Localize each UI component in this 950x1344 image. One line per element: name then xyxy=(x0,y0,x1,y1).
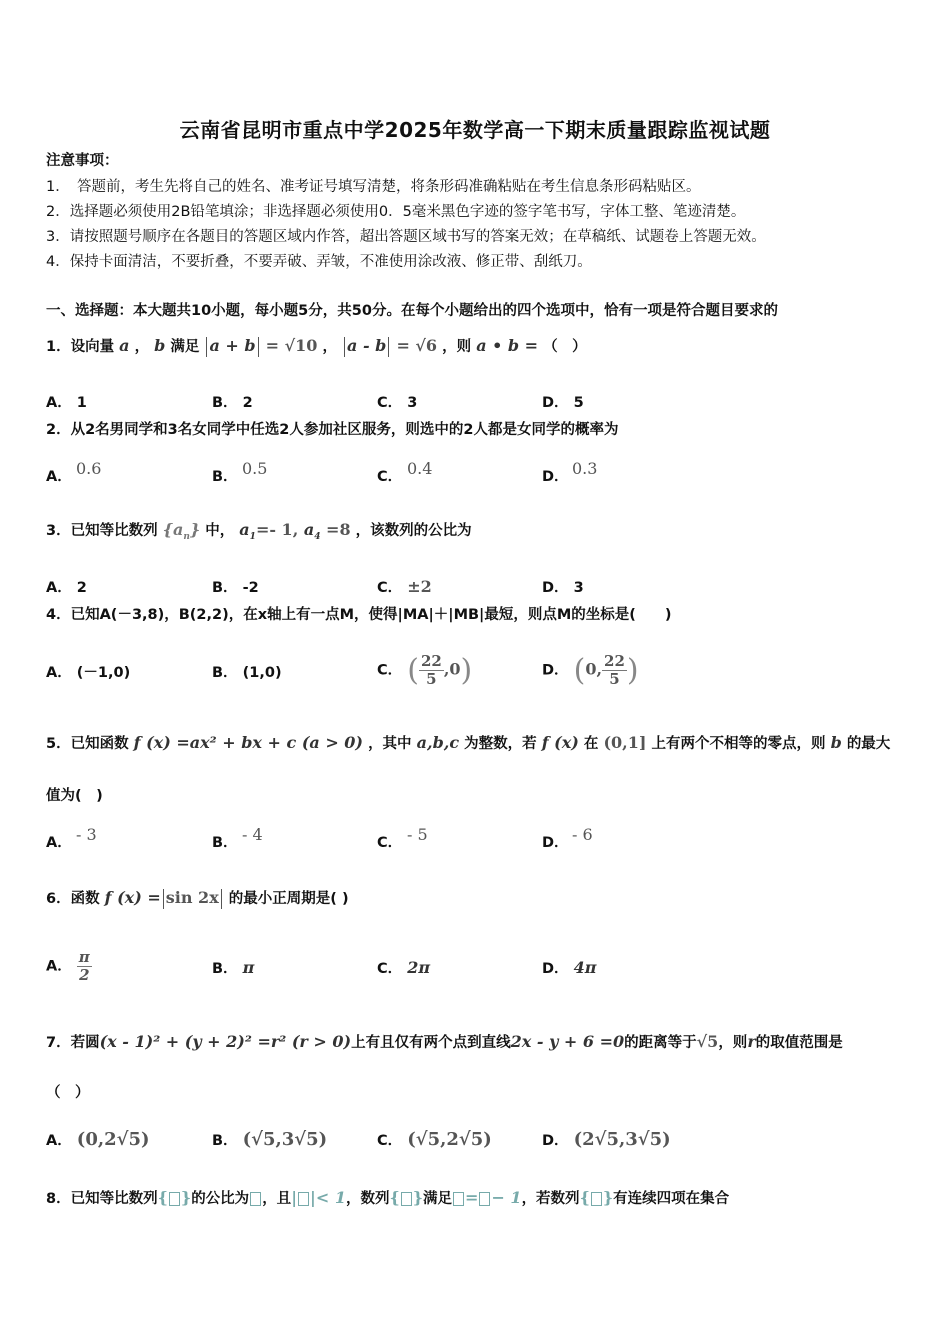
q8-text-3: ，且 xyxy=(262,1191,292,1207)
question-5 xyxy=(46,733,890,754)
question-1 xyxy=(46,336,587,357)
q7-r: r xyxy=(747,1032,756,1051)
notice-heading: 注意事项： xyxy=(46,153,119,169)
q8-seq-a: { } xyxy=(157,1188,192,1207)
q7-text-2: 上有且仅有两个点到直线 xyxy=(351,1035,511,1051)
q3-text-3: ，该数列的公比为 xyxy=(355,523,472,539)
q1-options: A． 1 B． 2 C． 3 D． 5 xyxy=(46,395,584,411)
q6-text-1: 6．函数 xyxy=(46,891,100,907)
q5-text-4: 在 xyxy=(583,736,599,752)
q1-expr-sum-value: = √10 xyxy=(265,336,318,355)
q8-text-7: 有连续四项在集合 xyxy=(613,1191,730,1207)
q1-comma-1: ， xyxy=(134,339,150,355)
q3-a1-value: =- 1, xyxy=(255,520,304,539)
question-7 xyxy=(46,1032,843,1053)
q5-text-5: 上有两个不相等的零点，则 xyxy=(651,736,826,752)
q8-cond: < 1 xyxy=(315,1188,346,1207)
q8-text-6: ，若数列 xyxy=(521,1191,580,1207)
q1-text-1: 1．设向量 xyxy=(46,339,115,355)
notice-item-4: 4．保持卡面清洁，不要折叠，不要弄破、弄皱，不准使用涂改液、修正带、刮纸刀。 xyxy=(46,254,592,270)
page-title: 云南省昆明市重点中学2025年数学高一下期末质量跟踪监视试题 xyxy=(179,118,771,142)
q5-coeffs: a,b,c xyxy=(416,733,460,752)
question-6 xyxy=(46,888,349,909)
q5-interval: (0,1] xyxy=(603,733,647,752)
q6-function: f (x) = xyxy=(104,888,161,907)
q6-abs-expr: sin 2x xyxy=(165,888,219,907)
q8-text-5: 满足 xyxy=(423,1191,453,1207)
question-2: 2．从2名男同学和3名女同学中任选2人参加社区服务，则选中的2人都是女同学的概率为 xyxy=(46,422,619,438)
q8-text-1: 8．已知等比数列 xyxy=(46,1191,158,1207)
q3-text-1: 3．已知等比数列 xyxy=(46,523,158,539)
q2-options: A． 0.6 B． 0.5 C． 0.4 D． 0.3 xyxy=(46,459,598,485)
q5-text-2: ，其中 xyxy=(368,736,412,752)
q1-text-3: ，则 xyxy=(442,339,472,355)
q3-text-2: 中， xyxy=(205,523,235,539)
q5-text-7: 值为( ) xyxy=(46,788,103,804)
q5-text-6: 的最大 xyxy=(846,736,891,752)
q1-expr-diff: a - b xyxy=(347,336,387,355)
q7-text-1: 7．若圆 xyxy=(46,1035,100,1051)
q7-text-3: 的距离等于 xyxy=(624,1035,697,1051)
q8-minus-one: − 1 xyxy=(491,1188,522,1207)
q1-comma-2: ， xyxy=(322,339,337,355)
q5-fx: f (x) xyxy=(541,733,579,752)
q3-a4-value: =8 xyxy=(320,520,351,539)
q5-function: f (x) =ax² + bx + c (a > 0) xyxy=(133,733,363,752)
q7-distance: √5 xyxy=(696,1032,719,1051)
q5-text-3: 为整数，若 xyxy=(464,736,537,752)
q1-vec-b: b xyxy=(154,336,166,355)
q7-options: A． (0,2√5) B． (√5,3√5) C． (√5,2√5) D． (2√5,3√5) xyxy=(46,1129,671,1150)
q6-text-2: 的最小正周期是( ) xyxy=(228,891,349,907)
q1-vec-a: a xyxy=(119,336,130,355)
q5-options: A． - 3 B． - 4 C． - 5 D． - 6 xyxy=(46,825,593,851)
q3-a1: $a_1$ xyxy=(239,520,256,543)
section-1-heading: 一、选择题：本大题共10小题，每小题5分，共50分。在每个小题给出的四个选项中，恰有一项是符合题目要求的 xyxy=(46,303,778,319)
q7-circle-eq: (x - 1)² + (y + 2)² =r² (r > 0) xyxy=(99,1032,352,1051)
q7-text-5: 的取值范围是 xyxy=(755,1035,843,1051)
q4-options: A． (－1,0) B． (1,0) C． ( $\frac{22}{5}$ ,0) D． (0, $\frac{22}{5}$ ) xyxy=(46,652,639,688)
q7-line-eq: 2x - y + 6 =0 xyxy=(510,1032,625,1051)
q1-text-2: 满足 xyxy=(170,339,200,355)
q1-text-4: （ ） xyxy=(543,339,587,355)
q1-expr-diff-value: = √6 xyxy=(396,336,438,355)
question-3 xyxy=(46,520,472,547)
q8-eq: = xyxy=(465,1188,479,1207)
notice-item-1: 1． 答题前，考生先将自己的姓名、准考证号填写清楚，将条形码准确粘贴在考生信息条形码粘贴区。 xyxy=(46,179,701,195)
q3-options: A． 2 B． -2 C． ±2 D． 3 xyxy=(46,577,584,596)
q7-text-4: ，则 xyxy=(718,1035,748,1051)
question-4: 4．已知A(－3,8)，B(2,2)，在x轴上有一点M，使得|MA|＋|MB|最短，则点M的坐标是( ) xyxy=(46,607,672,623)
q8-seq-b: { } xyxy=(389,1188,424,1207)
q3-a4: $a_4$ xyxy=(303,520,321,543)
notice-item-3: 3．请按照题号顺序在各题目的答题区域内作答，超出答题区域书写的答案无效；在草稿纸、试题卷上答题无效。 xyxy=(46,229,766,245)
q8-text-2: 的公比为 xyxy=(191,1191,250,1207)
q1-expr-dot: a • b = xyxy=(476,336,539,355)
q8-text-4: ，数列 xyxy=(345,1191,390,1207)
q5-text-1: 5．已知函数 xyxy=(46,736,129,752)
q6-options: A． $\frac{\pi}{2}$ B． π C． 2π D． 4π xyxy=(46,948,597,984)
q5-b: b xyxy=(830,733,842,752)
q1-expr-sum: a + b xyxy=(209,336,256,355)
notice-item-2: 2．选择题必须使用2B铅笔填涂；非选择题必须使用0．5毫米黑色字迹的签字笔书写，字体工整、笔迹清楚。 xyxy=(46,204,746,220)
q8-seq-c: { } xyxy=(579,1188,614,1207)
q7-text-6: （ ） xyxy=(46,1085,90,1101)
question-8: 8．已知等比数列{ }的公比为 ，且| |< 1，数列{ }满足 = − 1，若数列{ }有连续四项在集合 xyxy=(46,1188,730,1207)
q3-sequence: $\{a_n\}$ xyxy=(162,520,201,543)
